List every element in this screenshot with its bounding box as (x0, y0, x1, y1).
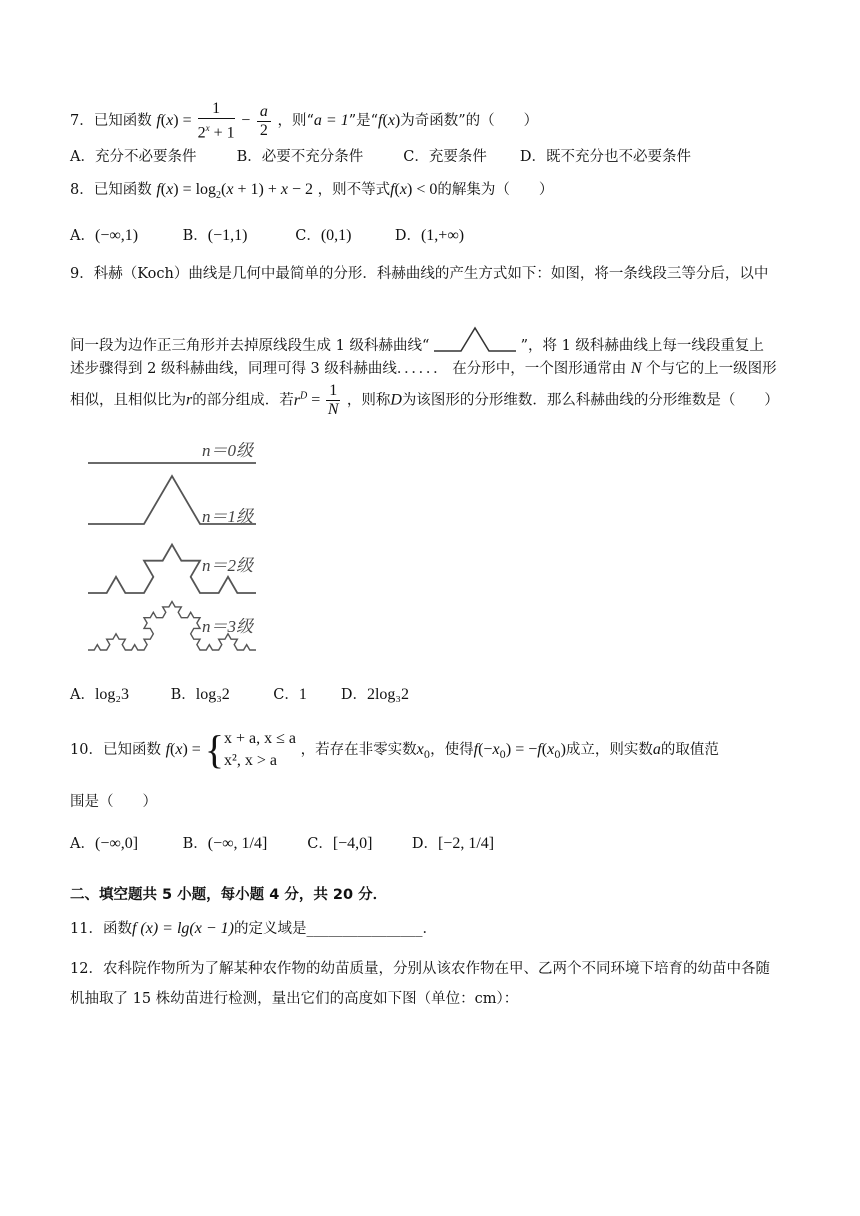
question-10: 10．已知函数 f(x) = { x + a, x ≤ a x², x > a ，若存在非零实数$x_0$，使得$f(-x_0) = -f(x_0)$成立，则实数a的取值范 (70, 727, 719, 772)
option-a[interactable]: A．(−∞,1) (70, 227, 139, 244)
option-b[interactable]: B．必要不充分条件 (236, 149, 364, 165)
section-heading: 二、填空题共 5 小题，每小题 4 分，共 20 分． (70, 887, 388, 903)
option-d[interactable]: D．既不充分也不必要条件 (519, 149, 691, 165)
option-b[interactable]: B．log₃2 (170, 686, 230, 703)
koch-level-1-inline-icon (434, 326, 516, 356)
option-a[interactable]: A．充分不必要条件 (70, 149, 197, 165)
option-b[interactable]: B．(−1,1) (182, 227, 248, 244)
question-9-line-1: 9．科赫（Koch）曲线是几何中最简单的分形．科赫曲线的产生方式如下：如图，将一条线段三等分后，以中 (70, 266, 769, 282)
question-7: 7．已知函数 f(x) = $\frac{1}{2^x + 1}$ − $\frac{a}{2}$ ，则“a = 1”是“f(x)为奇函数”的（ ） (70, 100, 539, 142)
figure-label-level-2: n＝2级 (202, 556, 253, 575)
figure-label-level-1: n＝1级 (202, 507, 253, 526)
option-c[interactable]: C．(0,1) (295, 227, 352, 244)
option-c[interactable]: C．[−4,0] (307, 835, 373, 852)
option-a[interactable]: A．log₂3 (70, 686, 130, 703)
question-8: 8．已知函数 $f(x) = \log_2(x + 1) + x - 2$ ，则不等式f(x) < 0的解集为（ ） (70, 181, 554, 202)
question-10-line-2: 围是（ ） (70, 794, 157, 810)
question-9-line-4: 相似，且相似比为r的部分组成．若$r^D$ = $\frac{1}{N}$ ，则称D为该图形的分形维数．那么科赫曲线的分形维数是（ ） (70, 382, 779, 418)
option-d[interactable]: D．[−2, 1/4] (411, 835, 495, 852)
option-b[interactable]: B．(−∞, 1/4] (182, 835, 268, 852)
question-12-line-2: 机抽取了 15 株幼苗进行检测，量出它们的高度如下图（单位：cm）： (70, 991, 519, 1007)
question-9-options (70, 683, 409, 704)
figure-label-level-0: n＝0级 (202, 441, 253, 460)
question-8-options (70, 224, 464, 245)
question-9-line-3: 述步骤得到 2 级科赫曲线，同理可得 3 级科赫曲线．．．．．． 在分形中，一个图形通常由 N 个与它的上一级图形 (70, 360, 777, 377)
koch-curve-figure (80, 436, 270, 660)
question-9-line-2: 间一段为边作正三角形并去掉原线段生成 1 级科赫曲线“ ”，将 1 级科赫曲线上每一线段重复上 (70, 326, 764, 356)
question-7-options (70, 145, 691, 166)
option-d[interactable]: D．(1,+∞) (394, 227, 465, 244)
question-12-line-1: 12．农科院作物所为了解某种农作物的幼苗质量，分别从该农作物在甲、乙两个不同环境下培育的幼苗中各随 (70, 961, 770, 977)
option-c[interactable]: C．充要条件 (403, 149, 487, 165)
option-a[interactable]: A．(−∞,0] (70, 835, 139, 852)
question-10-options (70, 832, 494, 853)
question-11: 11．函数f (x) = lg(x − 1)的定义域是________________． (70, 920, 437, 937)
figure-label-level-3: n＝3级 (202, 617, 253, 636)
option-d[interactable]: D．2log₃2 (340, 686, 409, 703)
option-c[interactable]: C．1 (273, 686, 307, 703)
